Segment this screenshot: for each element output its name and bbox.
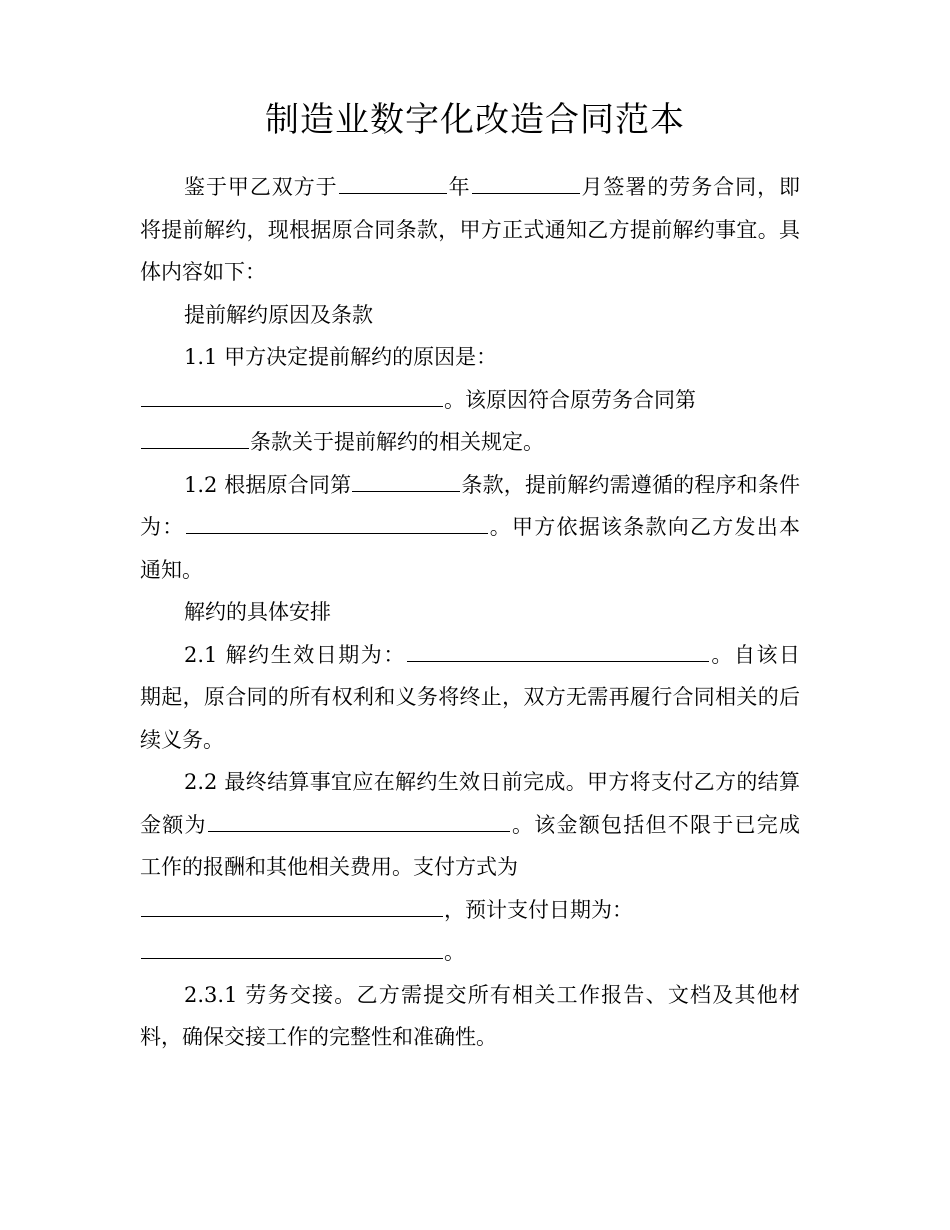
- clause-2-1-text-b: 。自该日期起，原合同的所有权利和义务将终止，双方无需再履行合同相关的后续义务。: [140, 642, 801, 752]
- clause-1-2-number-blank[interactable]: [352, 490, 460, 492]
- clause-1-1-text-b: 。该原因符合原劳务合同第: [444, 387, 696, 412]
- clause-2-2-paragraph: [140, 761, 800, 889]
- clause-1-1-line: 1.1 甲方决定提前解约的原因是：: [184, 345, 498, 369]
- document-title: 制造业数字化改造合同范本: [265, 100, 685, 140]
- clause-1-2-text-c: 。甲方依据该条款向乙方发出本通知。: [140, 515, 800, 582]
- section2-heading: 解约的具体安排: [184, 600, 331, 624]
- clause-2-2-date-line: [140, 931, 800, 974]
- clause-2-1-paragraph: [140, 634, 800, 762]
- reason-blank[interactable]: [141, 405, 443, 407]
- clause-2-3-1-paragraph: 2.3.1 劳务交接。乙方需提交所有相关工作报告、文档及其他材料，确保交接工作的完整性和准确性。: [140, 982, 800, 1049]
- intro-text-b: 年: [447, 175, 471, 199]
- clause-1-2-paragraph: [140, 464, 800, 592]
- clause-1-1-text-c: 条款关于提前解约的相关规定。: [250, 430, 544, 454]
- intro-text-a: 鉴于甲乙双方于: [184, 175, 338, 199]
- clause-number-blank[interactable]: [141, 447, 249, 449]
- payment-date-blank[interactable]: [141, 957, 443, 959]
- document-body: [140, 166, 800, 1059]
- clause-2-2-text-a: 2.2 最终结算事宜应在解约生效日前完成。甲方将支付乙方的结算金额为: [140, 770, 800, 837]
- clause-2-2-text-d: 。: [444, 940, 465, 964]
- clause-1-2-text-b: 条款，提前解约需遵循的程序和条件为：: [140, 472, 800, 539]
- clause-1-1-paragraph: [140, 379, 800, 422]
- intro-paragraph: [140, 166, 800, 294]
- clause-2-2-text-c: ，预计支付日期为：: [444, 897, 633, 922]
- section1-heading: 提前解约原因及条款: [184, 302, 373, 327]
- procedure-blank[interactable]: [186, 532, 488, 534]
- year-blank[interactable]: [339, 192, 447, 194]
- clause-2-1-text-a: 2.1 解约生效日期为：: [184, 642, 406, 667]
- clause-1-2-text-a: 1.2 根据原合同第: [184, 472, 352, 497]
- clause-2-2-text-b: 。该金额包括但不限于已完成工作的报酬和其他相关费用。支付方式为: [140, 812, 800, 879]
- settlement-amount-blank[interactable]: [208, 830, 510, 832]
- intro-text-c: 月签署的劳务合同，即将提前解约，现根据原合同条款，甲方正式通知乙方提前解约事宜。具体内容如下：: [140, 175, 801, 284]
- effective-date-blank[interactable]: [407, 660, 709, 662]
- month-blank[interactable]: [472, 192, 580, 194]
- clause-2-2-payment-line: [140, 889, 800, 932]
- payment-method-blank[interactable]: [141, 915, 443, 917]
- clause-1-1-tail: [140, 421, 800, 464]
